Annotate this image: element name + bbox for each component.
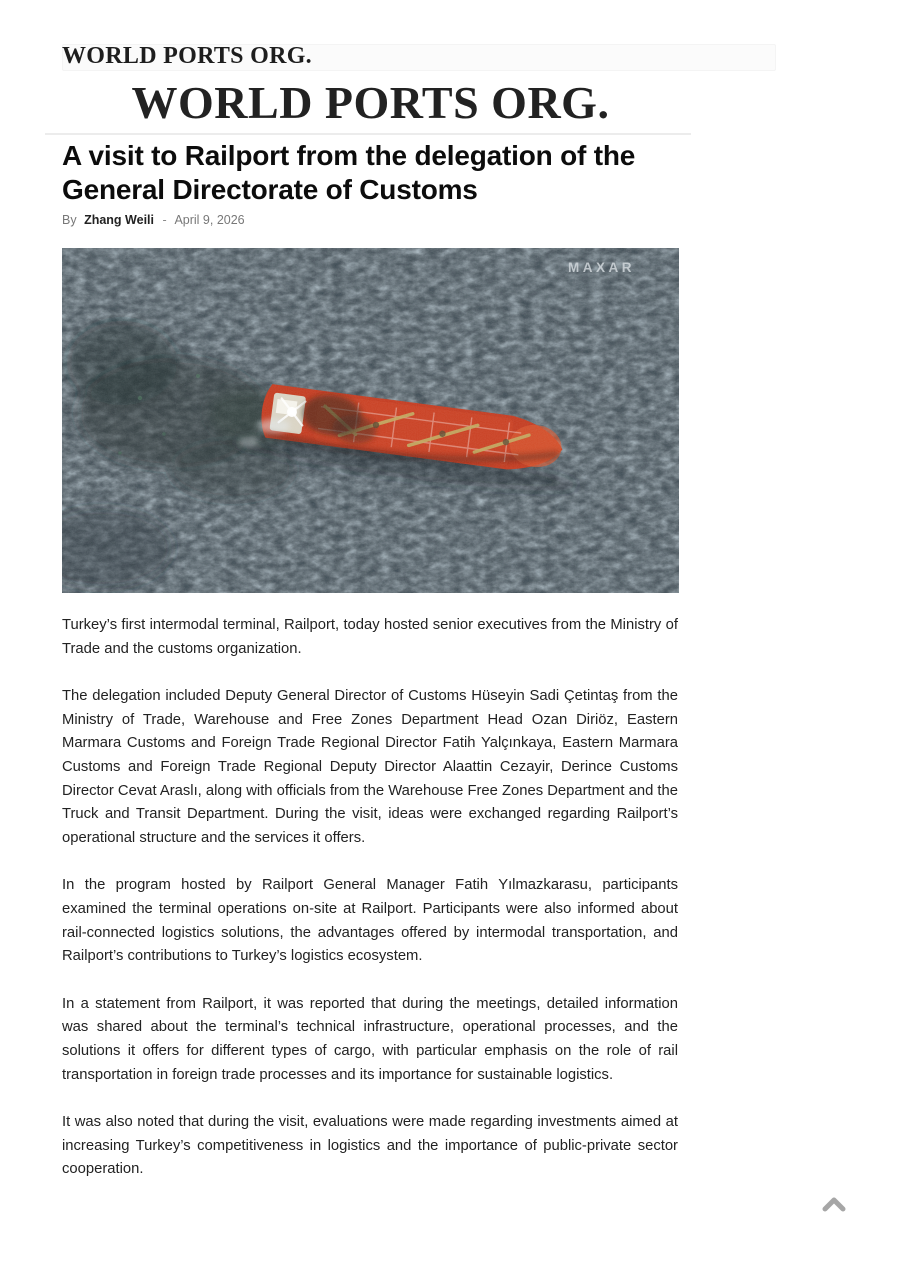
article-title: A visit to Railport from the delegation of the General Directorate of Customs: [62, 140, 636, 205]
chevron-up-icon: [821, 1195, 847, 1215]
paragraph: In the program hosted by Railport General Manager Fatih Yılmazkarasu, participants examined the terminal operations on-site at Railport. Participants were also informed about rail-connected logistics solutions, the advantages offered by intermodal transportation, and Railport’s contributions to Turkey’s logistics ecosystem.: [62, 877, 678, 965]
paragraph: Turkey’s first intermodal terminal, Railport, today hosted senior executives from the Ministry of Trade and the customs organization.: [62, 617, 678, 657]
byline: [62, 213, 679, 227]
byline-prefix: By: [62, 213, 77, 227]
byline-separator: -: [162, 213, 167, 227]
scroll-to-top-button[interactable]: [820, 1194, 848, 1218]
maxar-watermark: MAXAR: [568, 260, 635, 275]
article-body: [62, 614, 678, 1206]
paragraph: In a statement from Railport, it was reported that during the meetings, detailed information was shared about the terminal’s technical infrastructure, operational processes, and the solutions it offers for different types of cargo, with particular emphasis on the role of rail transportation in foreign trade processes and its importance for sustainable logistics.: [62, 995, 678, 1083]
masthead-title[interactable]: WORLD PORTS ORG.: [131, 77, 610, 128]
hero-image-satellite-ship: [62, 248, 679, 593]
byline-author-link[interactable]: Zhang Weili: [84, 213, 154, 227]
grain-overlay: [62, 248, 679, 593]
paragraph: The delegation included Deputy General Director of Customs Hüseyin Sadi Çetintaş from the Ministry of Trade, Warehouse and Free Zones Department Head Ozan Diriöz, Eastern Marmara Customs and Foreign Trade Regional Director Fatih Yalçınkaya, Eastern Marmara Customs and Foreign Trade Regional Deputy Director Alaattin Cezayir, Derince Customs Director Cevat Araslı, along with officials from the Warehouse Free Zones Department and the Truck and Transit Department. During the visit, ideas were exchanged regarding Railport’s operational structure and the services it offers.: [62, 687, 678, 847]
header-divider: [45, 133, 691, 135]
satellite-image-graphic: [62, 248, 679, 593]
navbar-brand-link[interactable]: WORLD PORTS ORG.: [62, 43, 312, 69]
paragraph: It was also noted that during the visit, evaluations were made regarding investments aimed at increasing Turkey’s competitiveness in logistics and the importance of public-private sector cooperation.: [62, 1113, 678, 1178]
byline-date: April 9, 2026: [174, 213, 245, 227]
